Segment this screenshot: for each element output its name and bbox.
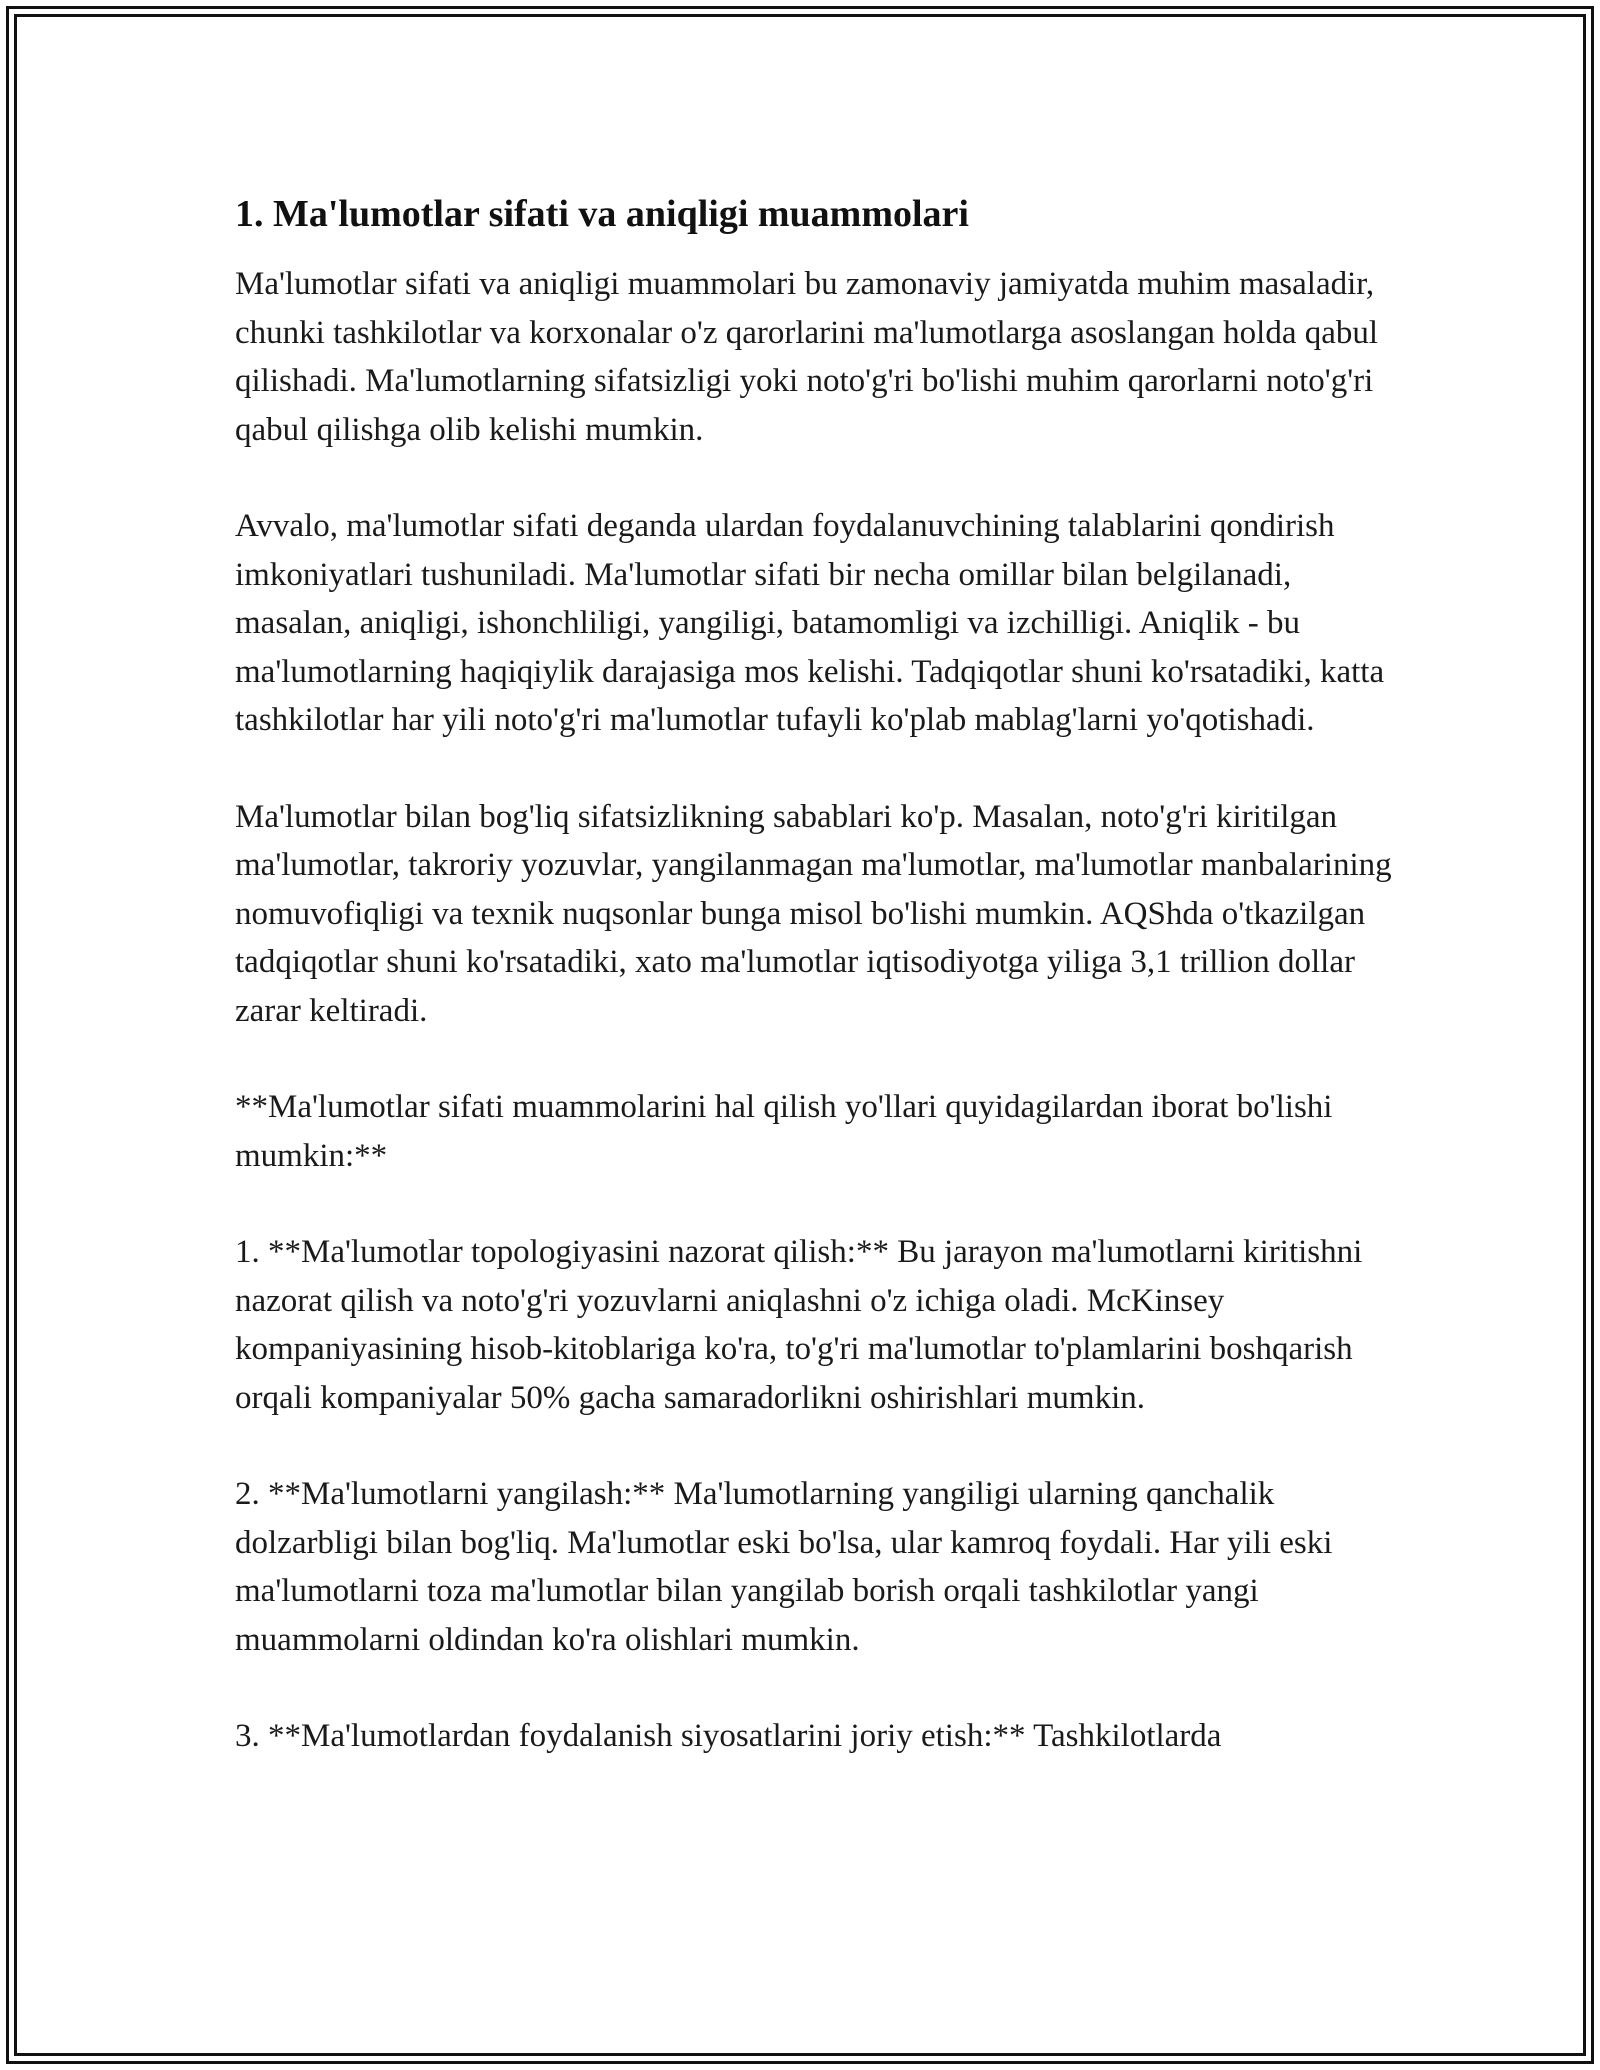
paragraph-causes: Ma'lumotlar bilan bog'liq sifatsizlikning sabablari ko'p. Masalan, noto'g'ri kiritilgan ma'lumotlar, takroriy yozuvlar, yangilanmagan ma'lumotlar, ma'lumotlar manbalarining nomuvofiqligi va texnik nuqsonlar bunga misol bo'lishi mumkin. AQShda o'tkazilgan tadqiqotlar shuni ko'rsatadiki, xato ma'lumotlar iqtisodiyotga yiliga 3,1 trillion dollar zarar keltiradi. — [235, 798, 1392, 1029]
paragraph-definition: Avvalo, ma'lumotlar sifati deganda ulardan foydalanuvchining talablarini qondirish imkoniyatlari tushuniladi. Ma'lumotlar sifati bir necha omillar bilan belgilanadi, masalan, aniqligi, ishonchliligi, yangiligi, batamomligi va izchilligi. Aniqlik - bu ma'lumotlarning haqiqiylik darajasiga mos kelishi. Tadqiqotlar shuni ko'rsatadiki, katta tashkilotlar har yili noto'g'ri ma'lumotlar tufayli ko'plab mablag'larni yo'qotishadi. — [235, 508, 1385, 738]
document-body — [235, 188, 1395, 1809]
list-item-2: 2. **Ma'lumotlarni yangilash:** Ma'lumotlarning yangiligi ularning qanchalik dolzarbligi bilan bog'liq. Ma'lumotlar eski bo'lsa, ular kamroq foydali. Har yili eski ma'lumotlarni toza ma'lumotlar bilan yangilab borish orqali tashkilotlar yangi muammolarni oldindan ko'ra olishlari mumkin. — [235, 1476, 1333, 1658]
paragraph-solutions-intro: **Ma'lumotlar sifati muammolarini hal qilish yo'llari quyidagilardan iborat bo'lishi mumkin:** — [235, 1089, 1333, 1174]
paragraph-intro: Ma'lumotlar sifati va aniqligi muammolari bu zamonaviy jamiyatda muhim masaladir, chunki tashkilotlar va korxonalar o'z qarorlarini ma'lumotlarga asoslangan holda qabul qilishadi. Ma'lumotlarning sifatsizligi yoki noto'g'ri bo'lishi muhim qarorlarni noto'g'ri qabul qilishga olib kelishi mumkin. — [235, 266, 1379, 448]
section-heading: 1. Ma'lumotlar sifati va aniqligi muammolari — [235, 193, 969, 235]
list-item-3: 3. **Ma'lumotlardan foydalanish siyosatlarini joriy etish:** Tashkilotlarda — [235, 1718, 1222, 1754]
list-item-1: 1. **Ma'lumotlar topologiyasini nazorat qilish:** Bu jarayon ma'lumotlarni kiritishni nazorat qilish va noto'g'ri yozuvlarni aniqlashni o'z ichiga oladi. McKinsey kompaniyasining hisob-kitoblariga ko'ra, to'g'ri ma'lumotlar to'plamlarini boshqarish orqali kompaniyalar 50% gacha samaradorlikni oshirishlari mumkin. — [235, 1234, 1363, 1416]
